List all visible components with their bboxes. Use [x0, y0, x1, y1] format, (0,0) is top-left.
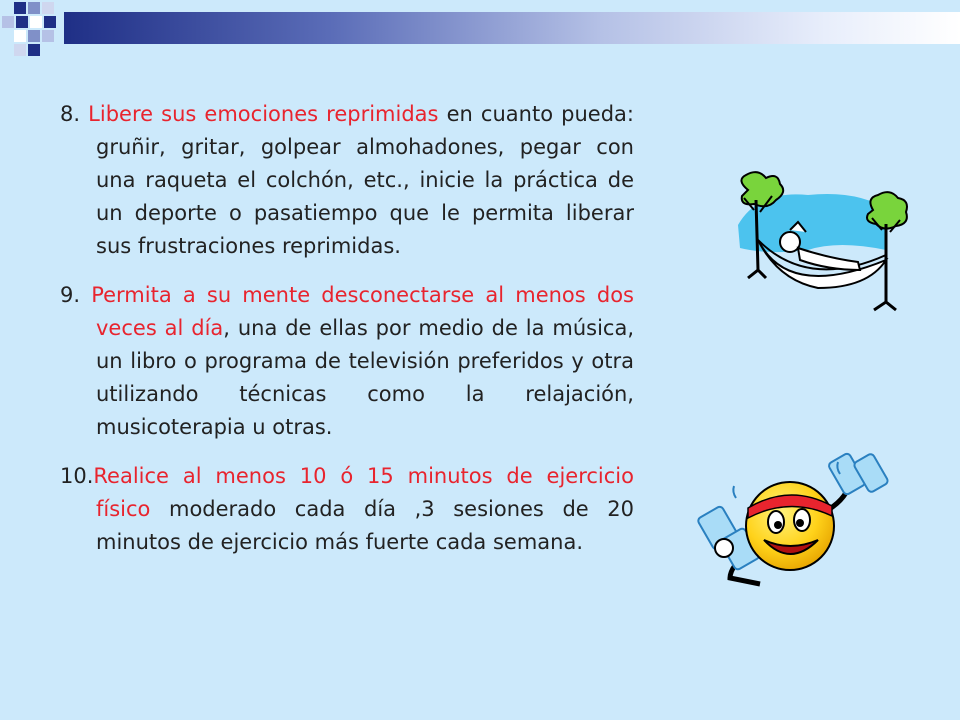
- item-highlight: Libere sus emociones reprimidas: [88, 102, 439, 126]
- decor-square: [16, 16, 28, 28]
- item-number: 9.: [60, 283, 81, 307]
- hammock-trees-icon: [718, 170, 918, 320]
- decor-square: [28, 44, 40, 56]
- decor-square: [2, 16, 14, 28]
- item-text: en cuanto pueda: gruñir, gritar, golpear almohadones, pegar con una raqueta el colchón, etc., inicie la práctica de un deporte o pasatiempo que le permita liberar sus frustraciones reprimidas.: [96, 102, 634, 258]
- decor-square: [44, 16, 56, 28]
- decor-square: [14, 2, 26, 14]
- item-number: 10.: [60, 464, 94, 488]
- list-item: [60, 279, 634, 444]
- tips-list: [60, 98, 634, 575]
- item-highlight: Permita a su mente desconectarse al menos dos veces al día: [91, 283, 634, 340]
- list-item: [60, 460, 634, 559]
- decor-square: [28, 30, 40, 42]
- decor-square: [14, 30, 26, 42]
- decor-square: [28, 2, 40, 14]
- item-highlight: Realice al menos 10 ó 15 minutos de ejercicio físico: [93, 464, 634, 521]
- item-text: moderado cada día ,3 sesiones de 20 minutos de ejercicio más fuerte cada semana.: [96, 497, 634, 554]
- item-text: , una de ellas por medio de la música, un libro o programa de televisión preferidos y otra utilizando técnicas como la relajación, musicoterapia u otras.: [96, 316, 635, 439]
- decor-square: [42, 2, 54, 14]
- header-gradient-bar: [64, 12, 960, 44]
- smiley-dumbbells-icon: [690, 448, 910, 598]
- decor-square: [42, 30, 54, 42]
- decor-square: [30, 16, 42, 28]
- item-number: 8.: [60, 102, 81, 126]
- list-item: [60, 98, 634, 263]
- decor-square: [14, 44, 26, 56]
